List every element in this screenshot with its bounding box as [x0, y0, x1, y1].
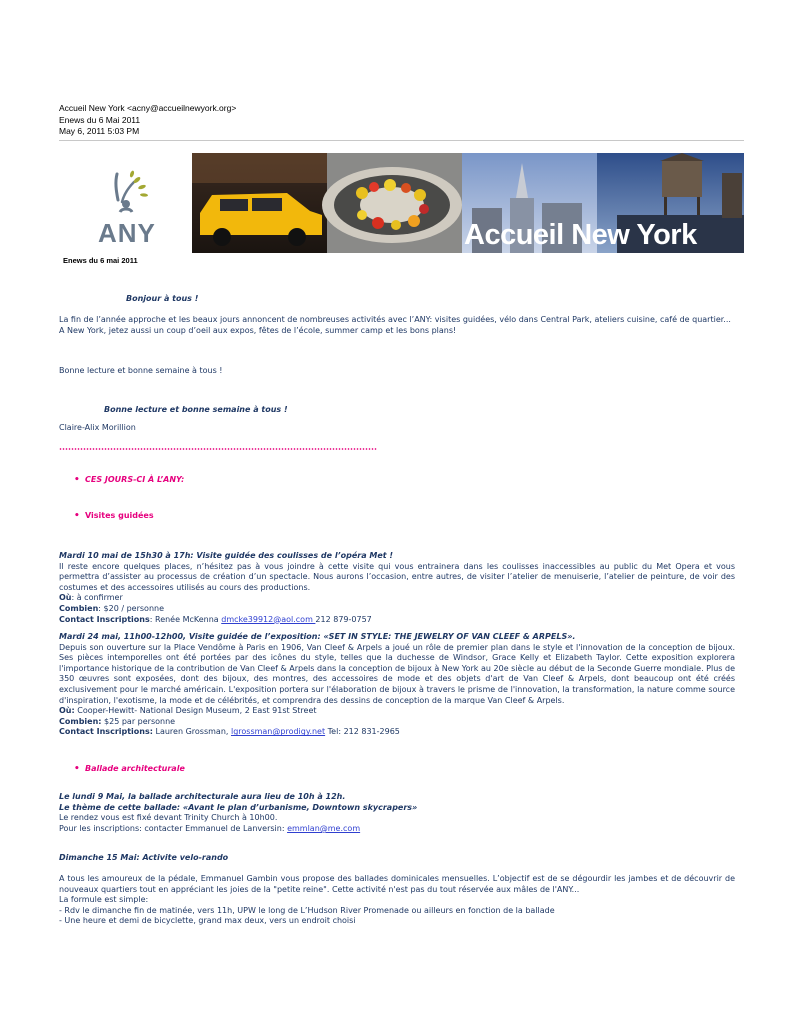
velo-body: A tous les amoureux de la pédale, Emmanuel Gambin vous propose des ballades dominicales mensuelles. L’objectif est de se dégourdir les jambes et de découvrir de nouveaux quartiers tout en appréciant les joies de la "petite reine". Cette activité n'est pas du tout réservée aux mâles de l'ANY... [59, 874, 735, 894]
ballade-inscr [59, 824, 735, 835]
event1-body: Il reste encore quelques places, n’hésitez pas à vous joindre à cette visite qui vous entrainera dans les coulisses inaccessibles au public du Met Opera et vous permettra d’assister au processus de création d’un spectacle. Nous aurons l’occasion, entre autres, de visiter l’atelier de menuiserie, l’atelier de peinture, de voir des costumes et des accessoires utilisés au cours des productions. [59, 561, 735, 592]
velo-title-block [59, 853, 735, 864]
event1-ou-label: Où [59, 593, 72, 603]
section-visites-label: Visites guidées [85, 511, 154, 520]
event2-ou-value: Cooper-Hewitt- National Design Museum, 2 East 91st Street [74, 706, 317, 716]
ballade-title1: Le lundi 9 Mai, la ballade architecturale aura lieu de 10h à 12h. [59, 792, 346, 801]
greeting: Bonjour à tous ! [126, 294, 199, 303]
event1-contact-phone: 212 879-0757 [315, 614, 372, 624]
logo-text: ANY [98, 218, 156, 248]
intro-paragraph [59, 315, 735, 336]
event2-ou-label: Où: [59, 706, 75, 716]
event2-contact-phone: Tel: 212 831-2965 [325, 727, 400, 737]
event2-contact-email-link[interactable]: lgrossman@prodigy.net [230, 727, 326, 737]
event1-contact [59, 615, 735, 626]
velo-details [59, 874, 735, 927]
signature: Claire-Alix Morillion [59, 423, 136, 432]
banner-title: Accueil New York [464, 219, 697, 251]
section-visites [74, 511, 154, 520]
event-met-opera [59, 551, 735, 625]
email-header [59, 103, 236, 138]
ballade-title2: Le thème de cette ballade: «Avant le plan d’urbanisme, Downtown skycrapers» [59, 802, 418, 812]
event2-combien [59, 717, 735, 728]
event2-ou [59, 706, 735, 717]
ballade-details [59, 792, 735, 834]
section-ces-jours-label: CES JOURS-CI À L’ANY: [85, 475, 185, 484]
event1-title: Mardi 10 mai de 15h30 à 17h: Visite guidée des coulisses de l’opéra Met ! [59, 551, 394, 560]
section-ballade [74, 764, 185, 773]
event2-combien-label: Combien: [59, 716, 102, 726]
velo-item2: - Une heure et demi de bicyclette, grand max deux, vers un endroit choisi [59, 916, 356, 926]
event1-combien [59, 604, 735, 615]
velo-title: Dimanche 15 Mai: Activite velo-rando [59, 853, 229, 862]
section-ces-jours [74, 475, 184, 484]
any-logo [82, 160, 162, 252]
intro-line1: La fin de l’année approche et les beaux jours annoncent de nombreuses activités avec l’ANY: visites guidées, vélo dans Central Park, ateliers cuisine, café de quartier... [59, 315, 731, 324]
closing-pink: Bonne lecture et bonne semaine à tous ! [104, 405, 288, 414]
intro-line2: A New York, jetez aussi un coup d’oeil aux expos, fêtes de l’école, summer camp et les bons plans! [59, 325, 457, 335]
event1-combien-value: : $20 / personne [98, 603, 164, 613]
event1-contact-label: Contact Inscriptions [59, 614, 150, 624]
event1-combien-label: Combien [59, 603, 99, 613]
email-date: May 6, 2011 5:03 PM [59, 126, 140, 136]
section-ballade-label: Ballade architecturale [85, 764, 185, 773]
ballade-email-link[interactable]: emmlan@me.com [287, 823, 361, 833]
ballade-rdv: Le rendez vous est fixé devant Trinity Church à 10h00. [59, 813, 278, 823]
banner-image [192, 153, 744, 253]
event1-ou-value: : à confirmer [71, 593, 123, 603]
email-subject: Enews du 6 Mai 2011 [59, 114, 141, 125]
event2-title: Mardi 24 mai, 11h00-12h00, Visite guidée de l’exposition: «SET IN STYLE: THE JEWELRY OF VAN CLEEF & ARPELS». [59, 632, 576, 641]
event1-contact-name: : Renée McKenna [149, 614, 222, 624]
velo-formule: La formule est simple: [59, 895, 149, 905]
ballade-inscr-text: Pour les inscriptions: contacter Emmanuel de Lanversin: [59, 823, 288, 833]
event2-combien-value: $25 par personne [101, 716, 176, 726]
event1-contact-email-link[interactable]: dmcke39912@aol.com [221, 614, 316, 624]
header-divider [59, 140, 744, 141]
event-van-cleef [59, 632, 735, 738]
velo-item1: - Rdv le dimanche fin de matinée, vers 11h, UPW le long de L’Hudson River Promenade ou ailleurs en fonction de la ballade [59, 905, 555, 915]
event2-body: Depuis son ouverture sur la Place Vendôme à Paris en 1906, Van Cleef & Arpels a joué un rôle de premier plan dans le style et l'innovation de la conception de bijoux. Ses pièces intemporelles ont été portées par des icônes du style, telles que la duchesse de Windsor, Grace Kelly et Elizabeth Taylor. Cette exposition explorera l'importance historique de la contribution de Van Cleef & Arpels dans la conception de bijoux à New York au 20e siècle au début de la Seconde Guerre mondiale. Plus de 350 œuvres sont exposées, dont des bijoux, des montres, des accessoires de mode et des objets d'art de Van Cleef & Arpels, dont beaucoup ont été créés exclusivement pour le marché américain. L'exposition portera sur l'élaboration de bijoux à travers le prisme de l'innovation, la transformation, la nature comme source d'inspiration, l'exotisme, la mode et de célébrités, et comprendra des dessins de conception de la marque Van Cleef & Arpels. [59, 642, 735, 705]
event2-contact-label: Contact Inscriptions: [59, 727, 153, 737]
dotted-divider [59, 448, 377, 450]
logo-caption: Enews du 6 mai 2011 [63, 256, 138, 265]
event1-ou [59, 593, 735, 604]
email-from: Accueil New York <acny@accueilnewyork.org> [59, 103, 237, 113]
intro-closing: Bonne lecture et bonne semaine à tous ! [59, 366, 223, 375]
event2-contact-name: Lauren Grossman, [152, 727, 231, 737]
event2-contact [59, 727, 735, 738]
